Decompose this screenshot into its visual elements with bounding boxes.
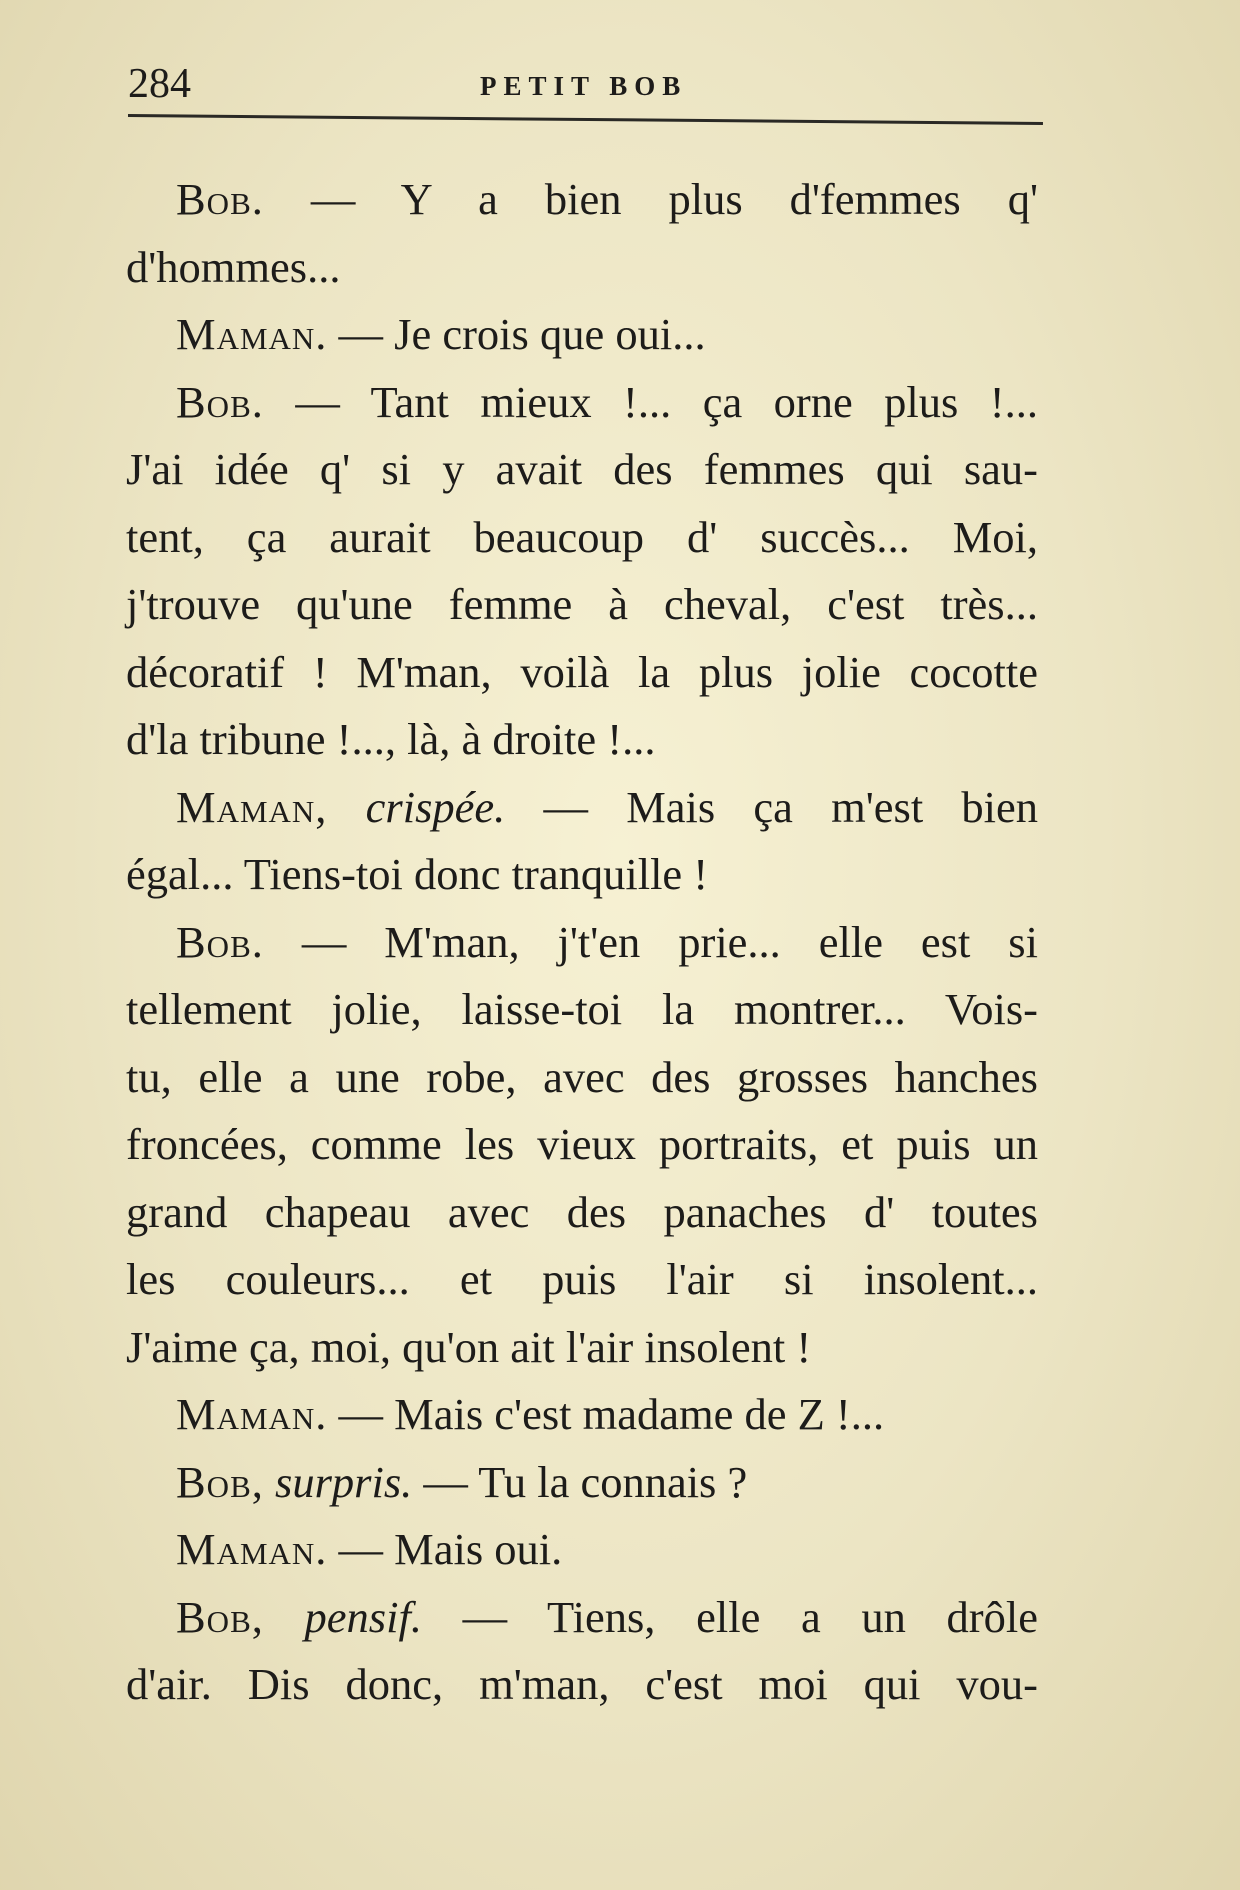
- line-text: J'aime ça, moi, qu'on ait l'air insolent !: [126, 1321, 812, 1372]
- text-line: [126, 301, 1038, 369]
- speaker-name: Bob.: [176, 174, 264, 224]
- line-text: — Mais c'est madame de Z !...: [327, 1389, 885, 1439]
- text-line: [126, 1651, 1038, 1719]
- text-line: [126, 1584, 1038, 1652]
- line-text: tent, ça aurait beaucoup d' succès... Moi,: [126, 511, 1038, 562]
- speaker-name: Maman.: [176, 309, 328, 359]
- speaker-name: Maman,: [176, 781, 328, 832]
- line-text: — Tiens, elle a un drôle: [421, 1591, 1038, 1642]
- text-line: [126, 639, 1038, 707]
- text-line: [126, 436, 1038, 504]
- line-text: — Y a bien plus d'femmes q': [263, 174, 1038, 224]
- text-line: [126, 1516, 1038, 1584]
- text-line: [126, 1314, 1038, 1382]
- text-line: [126, 1246, 1038, 1314]
- text-line: [126, 1449, 1038, 1517]
- text-line: [126, 774, 1038, 842]
- text-line: [126, 504, 1038, 572]
- text-line: [126, 1179, 1038, 1247]
- line-text: d'air. Dis donc, m'man, c'est moi qui vou-: [126, 1659, 1038, 1709]
- speaker-name: Bob,: [176, 1591, 264, 1642]
- speaker-name: Bob.: [176, 916, 264, 967]
- line-text: — Tant mieux !... ça orne plus !...: [263, 376, 1038, 427]
- speaker-name: Bob.: [176, 376, 264, 427]
- speaker-name: Maman.: [176, 1524, 328, 1574]
- text-line: [126, 369, 1038, 437]
- line-text: d'la tribune !..., là, à droite !...: [126, 714, 656, 764]
- line-text: décoratif ! M'man, voilà la plus jolie cocotte: [126, 646, 1038, 697]
- text-line: [126, 706, 1038, 774]
- page-number: 284: [128, 61, 191, 107]
- line-text: les couleurs... et puis l'air si insolent...: [126, 1254, 1038, 1304]
- running-title: PETIT BOB: [480, 71, 688, 101]
- line-text: égal... Tiens-toi donc tranquille !: [126, 849, 709, 899]
- line-text: froncées, comme les vieux portraits, et puis un: [126, 1119, 1038, 1169]
- text-line: [126, 166, 1038, 234]
- line-text: grand chapeau avec des panaches d' toutes: [126, 1186, 1038, 1237]
- line-text: — Mais ça m'est bien: [505, 781, 1039, 832]
- text-line: [126, 1044, 1038, 1112]
- text-line: [126, 1381, 1038, 1449]
- page-header: [128, 58, 1043, 118]
- text-line: [126, 841, 1038, 909]
- text-line: [126, 909, 1038, 977]
- text-line: [126, 1111, 1038, 1179]
- line-text: J'ai idée q' si y avait des femmes qui sau-: [126, 444, 1038, 494]
- line-text: d'hommes...: [126, 241, 341, 292]
- text-line: [126, 571, 1038, 639]
- stage-direction: pensif.: [304, 1591, 422, 1642]
- line-text: — Mais oui.: [327, 1524, 563, 1574]
- stage-direction: crispée.: [365, 781, 506, 832]
- line-text: — Tu la connais ?: [412, 1456, 748, 1507]
- line-text: tu, elle a une robe, avec des grosses hanches: [126, 1051, 1038, 1102]
- text-line: [126, 234, 1038, 302]
- line-text: — Je crois que oui...: [327, 309, 706, 359]
- stage-direction: surpris.: [275, 1456, 413, 1507]
- speaker-name: Maman.: [176, 1389, 328, 1439]
- body-text: [126, 166, 1038, 1719]
- speaker-name: Bob,: [176, 1456, 264, 1507]
- text-line: [126, 976, 1038, 1044]
- line-text: j'trouve qu'une femme à cheval, c'est très...: [126, 579, 1038, 629]
- line-text: — M'man, j't'en prie... elle est si: [263, 916, 1038, 967]
- line-text: tellement jolie, laisse-toi la montrer... Vois-: [126, 984, 1038, 1034]
